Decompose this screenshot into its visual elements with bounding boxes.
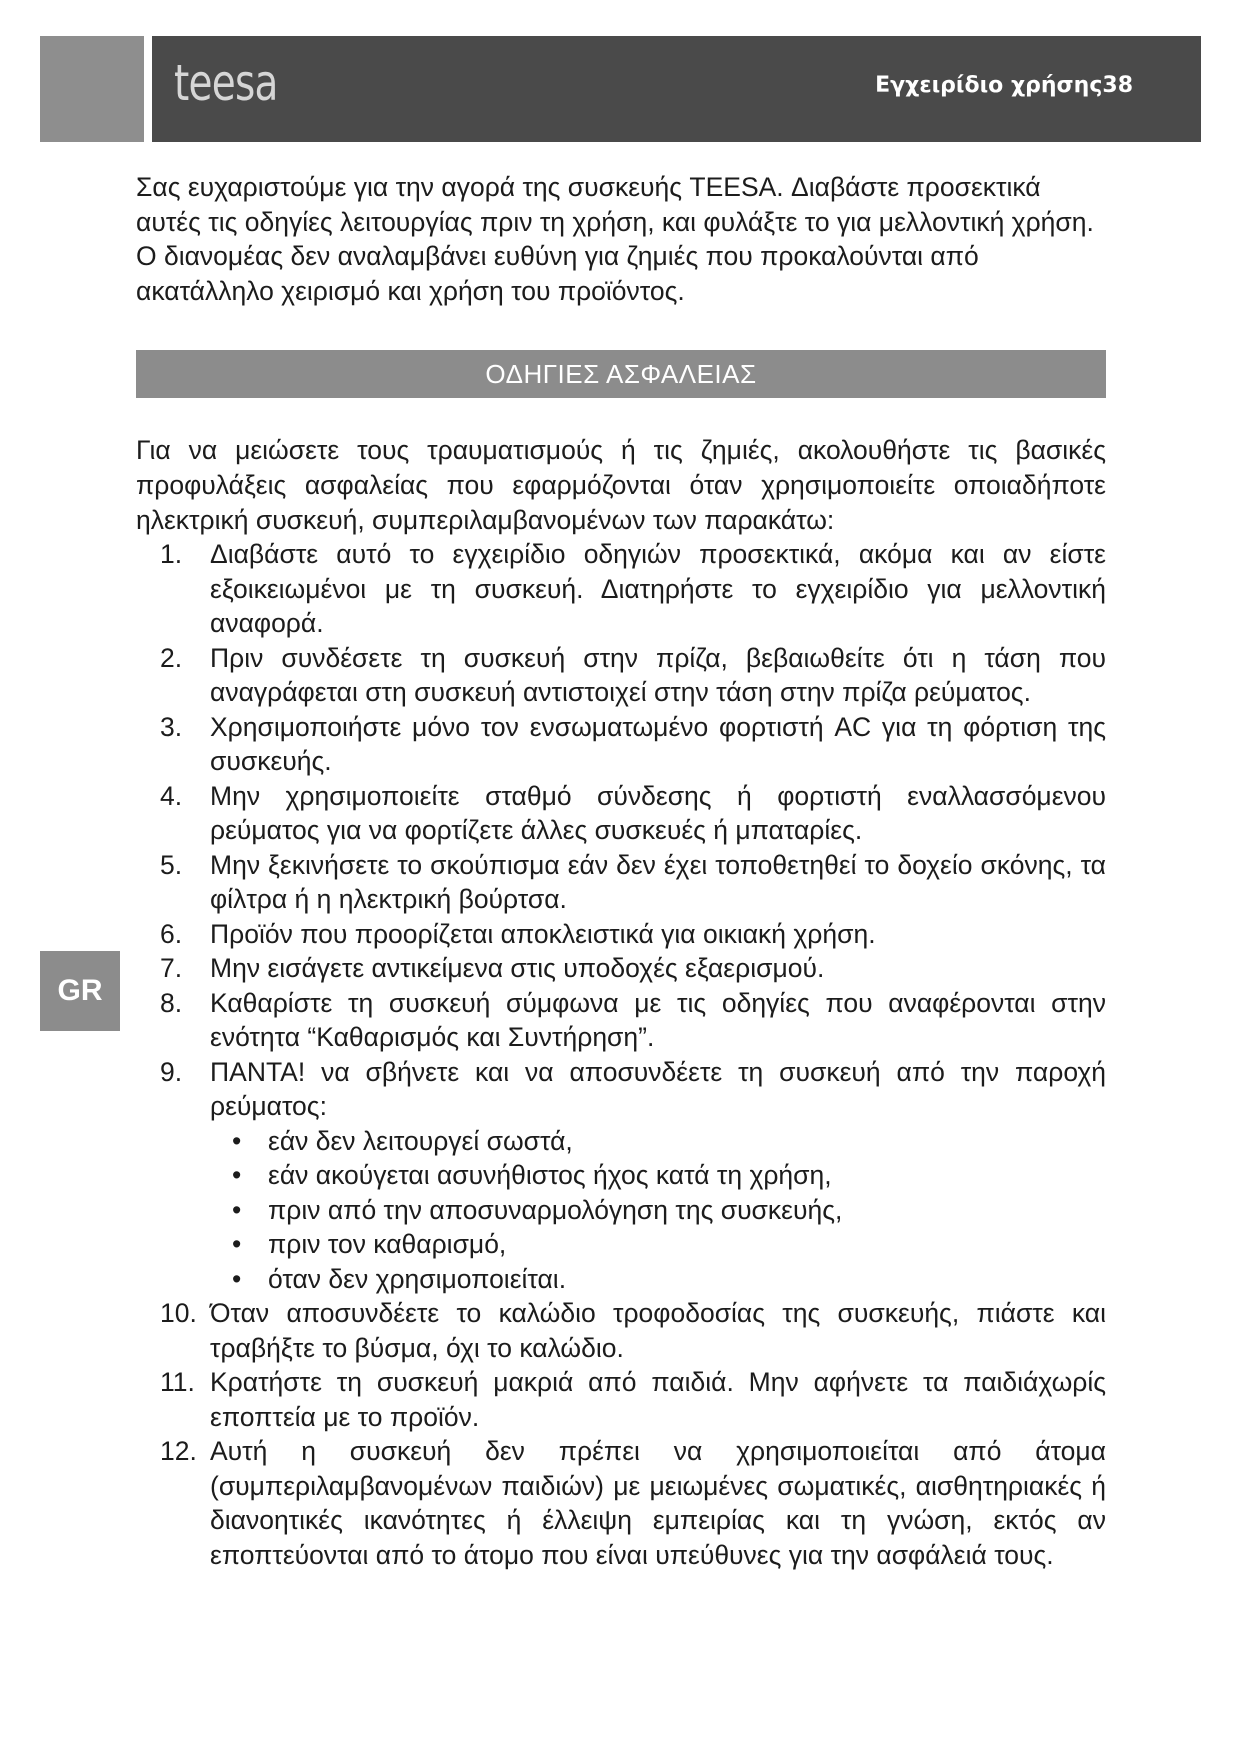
list-item [160,917,1106,952]
item-text: Μην εισάγετε αντικείμενα στις υποδοχές εξαερισμού. [210,953,825,983]
sub-bullet-item [210,1193,1106,1228]
item-text: Χρησιμοποιήστε μόνο τον ενσωματωμένο φορτιστή AC για τη φόρτιση της συσκευής. [210,711,1106,776]
item-text: Καθαρίστε τη συσκευή σύμφωνα με τις οδηγίες που αναφέρονται στην ενότητα “Καθαρισμός και Συντήρηση”. [210,987,1106,1052]
item-text: ΠΑΝΤΑ! να σβήνετε και να αποσυνδέετε τη συσκευή από την παροχή ρεύματος: [210,1056,1106,1121]
sub-bullet-list [210,1124,1106,1297]
manual-title: Εγχειρίδιο χρήσης38 [875,73,1133,98]
list-item [160,1055,1106,1297]
teesa-logo: teesa [174,54,278,112]
sub-bullet-item [210,1227,1106,1262]
sub-bullet-text: πριν τον καθαρισμό, [268,1229,507,1259]
sub-bullet-item [210,1262,1106,1297]
item-text: Μην ξεκινήσετε το σκούπισμα εάν δεν έχει τοποθετηθεί το δοχείο σκόνης, τα φίλτρα ή η ηλεκτρική βούρτσα. [210,849,1106,914]
item-number: 7. [160,953,183,983]
bullet-icon: • [232,1263,242,1294]
sub-bullet-text: εάν ακούγεται ασυνήθιστος ήχος κατά τη χρήση, [268,1160,832,1190]
item-number: 3. [160,711,183,742]
sub-bullet-item [210,1158,1106,1193]
item-text: Αυτή η συσκευή δεν πρέπει να χρησιμοποιείται από άτομα (συμπεριλαμβανομένων παιδιών) με μειωμένες σωματικές, αισθητηριακές ή διανοητικές ικανότητες ή έλλειψη εμπειρίας και τη γνώση, εκτός αν εποπτεύονται από το άτομο που είναι υπεύθυνες για την ασφάλειά τους. [210,1436,1106,1570]
list-item [160,1365,1106,1434]
sub-bullet-text: όταν δεν χρησιμοποιείται. [268,1263,567,1294]
safety-intro: Για να μειώσετε τους τραυματισμούς ή τις ζημιές, ακολουθήστε τις βασικές προφυλάξεις ασφαλείας που εφαρμόζονται όταν χρησιμοποιείτε οποιαδήποτε ηλεκτρική συσκευή, συμπεριλαμβανομένων των παρακάτω: [136,435,1106,535]
bullet-icon: • [232,1194,242,1225]
item-text: Όταν αποσυνδέετε το καλώδιο τροφοδοσίας της συσκευής, πιάστε και τραβήξτε το βύσμα, όχι το καλώδιο. [210,1298,1106,1363]
list-item [160,710,1106,779]
item-number: 12. [160,1436,197,1466]
item-text: Μην χρησιμοποιείτε σταθμό σύνδεσης ή φορτιστή εναλλασσόμενου ρεύματος για να φορτίζετε άλλες συσκευές ή μπαταρίες. [210,780,1106,845]
item-number: 4. [160,780,183,811]
list-item [160,1296,1106,1365]
list-item [160,641,1106,710]
bullet-icon: • [232,1160,242,1190]
sub-bullet-text: πριν από την αποσυναρμολόγηση της συσκευής, [268,1194,843,1225]
list-item [160,951,1106,986]
list-item [160,779,1106,848]
bullet-icon: • [232,1125,242,1156]
item-number: 8. [160,987,183,1018]
list-item [160,986,1106,1055]
intro-paragraph: Σας ευχαριστούμε για την αγορά της συσκευής TEESA. Διαβάστε προσεκτικά αυτές τις οδηγίες λειτουργίας πριν τη χρήση, και φυλάξτε το για μελλοντική χρήση. Ο διανομέας δεν αναλαμβάνει ευθύνη για ζημιές που προκαλούνται από ακατάλληλο χειρισμό και χρήση του προϊόντος. [136,172,1094,306]
item-number: 10. [160,1298,197,1328]
item-text: Προϊόν που προορίζεται αποκλειστικά για οικιακή χρήση. [210,918,876,949]
item-number: 1. [160,539,183,569]
item-number: 9. [160,1056,183,1087]
item-number: 6. [160,918,183,949]
section-heading: ΟΔΗΓΙΕΣ ΑΣΦΑΛΕΙΑΣ [136,350,1106,398]
item-text: Κρατήστε τη συσκευή μακριά από παιδιά. Μην αφήνετε τα παιδιάχωρίς εποπτεία με το προϊόν. [210,1367,1106,1432]
language-tab: GR [40,951,120,1031]
bullet-icon: • [232,1229,242,1259]
list-item [160,1434,1106,1572]
list-item [160,848,1106,917]
item-number: 2. [160,642,183,673]
sub-bullet-text: εάν δεν λειτουργεί σωστά, [268,1125,573,1156]
item-text: Διαβάστε αυτό το εγχειρίδιο οδηγιών προσεκτικά, ακόμα και αν είστε εξοικειωμένοι με τη συσκευή. Διατηρήστε το εγχειρίδιο για μελλοντική αναφορά. [210,539,1106,638]
header-bar [152,36,1201,142]
sub-bullet-item [210,1124,1106,1159]
item-number: 5. [160,849,183,880]
list-item [160,537,1106,641]
item-text: Πριν συνδέσετε τη συσκευή στην πρίζα, βεβαιωθείτε ότι η τάση που αναγράφεται στη συσκευή αντιστοιχεί στην τάση στην πρίζα ρεύματος. [210,642,1106,707]
item-number: 11. [160,1367,195,1397]
header-divider [144,36,152,142]
page-header [40,36,1201,142]
safety-list [160,537,1106,1572]
header-gray-block [40,36,144,142]
